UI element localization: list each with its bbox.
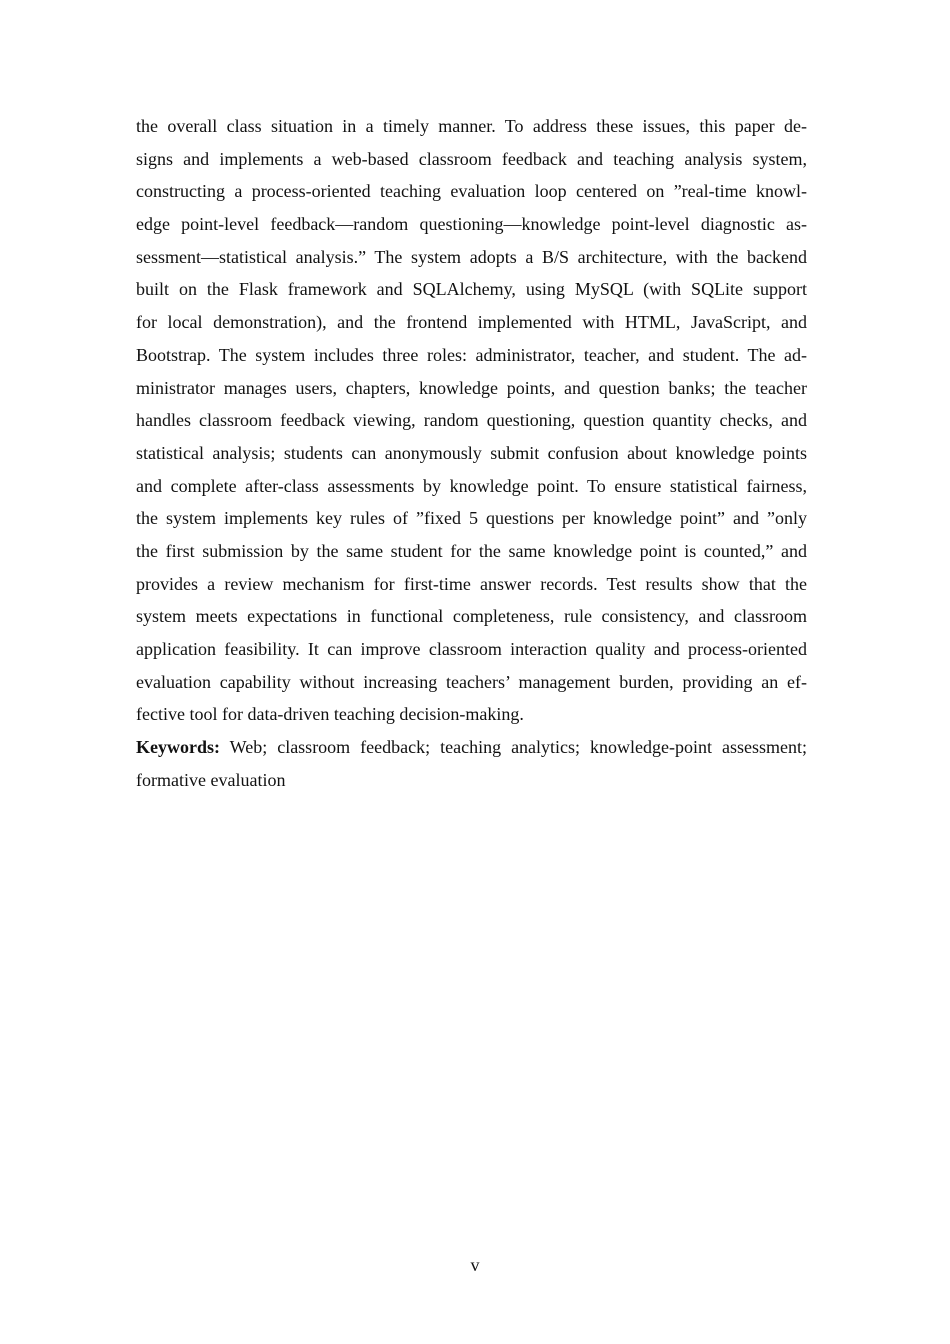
page-number: v xyxy=(470,1255,480,1275)
abstract-line: handles classroom feedback viewing, random questioning, question quantity checks, and xyxy=(136,410,807,431)
abstract-line: ministrator manages users, chapters, knowledge points, and question banks; the teacher xyxy=(136,377,807,398)
abstract-line: application feasibility. It can improve classroom interaction quality and process-oriented xyxy=(136,639,807,659)
keywords-line xyxy=(136,734,807,767)
abstract-line: signs and implements a web-based classroom feedback and teaching analysis system, xyxy=(136,148,807,169)
abstract-line: fective tool for data-driven teaching decision-making. xyxy=(136,704,524,725)
abstract-line: built on the Flask framework and SQLAlchemy, using MySQL (with SQLite support xyxy=(136,279,807,300)
abstract-line: the first submission by the same student for the same knowledge point is counted,” and xyxy=(136,540,807,561)
abstract-line: the system implements key rules of ”fixed 5 questions per knowledge point” and ”only xyxy=(136,508,807,529)
abstract-line: the overall class situation in a timely manner. To address these issues, this paper de- xyxy=(136,116,807,136)
keywords-line-continued: formative evaluation xyxy=(136,769,286,790)
abstract-line: for local demonstration), and the frontend implemented with HTML, JavaScript, and xyxy=(136,312,807,333)
abstract-line: and complete after-class assessments by knowledge point. To ensure statistical fairness, xyxy=(136,475,807,496)
keywords-label: Keywords: xyxy=(136,737,220,758)
abstract-line: edge point-level feedback—random questioning—knowledge point-level diagnostic as- xyxy=(136,214,807,235)
abstract-line: sessment—statistical analysis.” The system adopts a B/S architecture, with the backend xyxy=(136,246,807,267)
abstract-body xyxy=(136,113,807,799)
abstract-line: constructing a process-oriented teaching evaluation loop centered on ”real-time knowl- xyxy=(136,181,807,202)
abstract-line: Bootstrap. The system includes three roles: administrator, teacher, and student. The ad- xyxy=(136,344,807,365)
abstract-line: statistical analysis; students can anonymously submit confusion about knowledge points xyxy=(136,442,807,463)
abstract-line: evaluation capability without increasing teachers’ management burden, providing an ef- xyxy=(136,671,807,692)
keywords-text: Web; classroom feedback; teaching analytics; knowledge-point assessment; xyxy=(229,737,807,758)
abstract-line: provides a review mechanism for first-time answer records. Test results show that the xyxy=(136,573,807,594)
abstract-line: system meets expectations in functional completeness, rule consistency, and classroom xyxy=(136,606,807,627)
